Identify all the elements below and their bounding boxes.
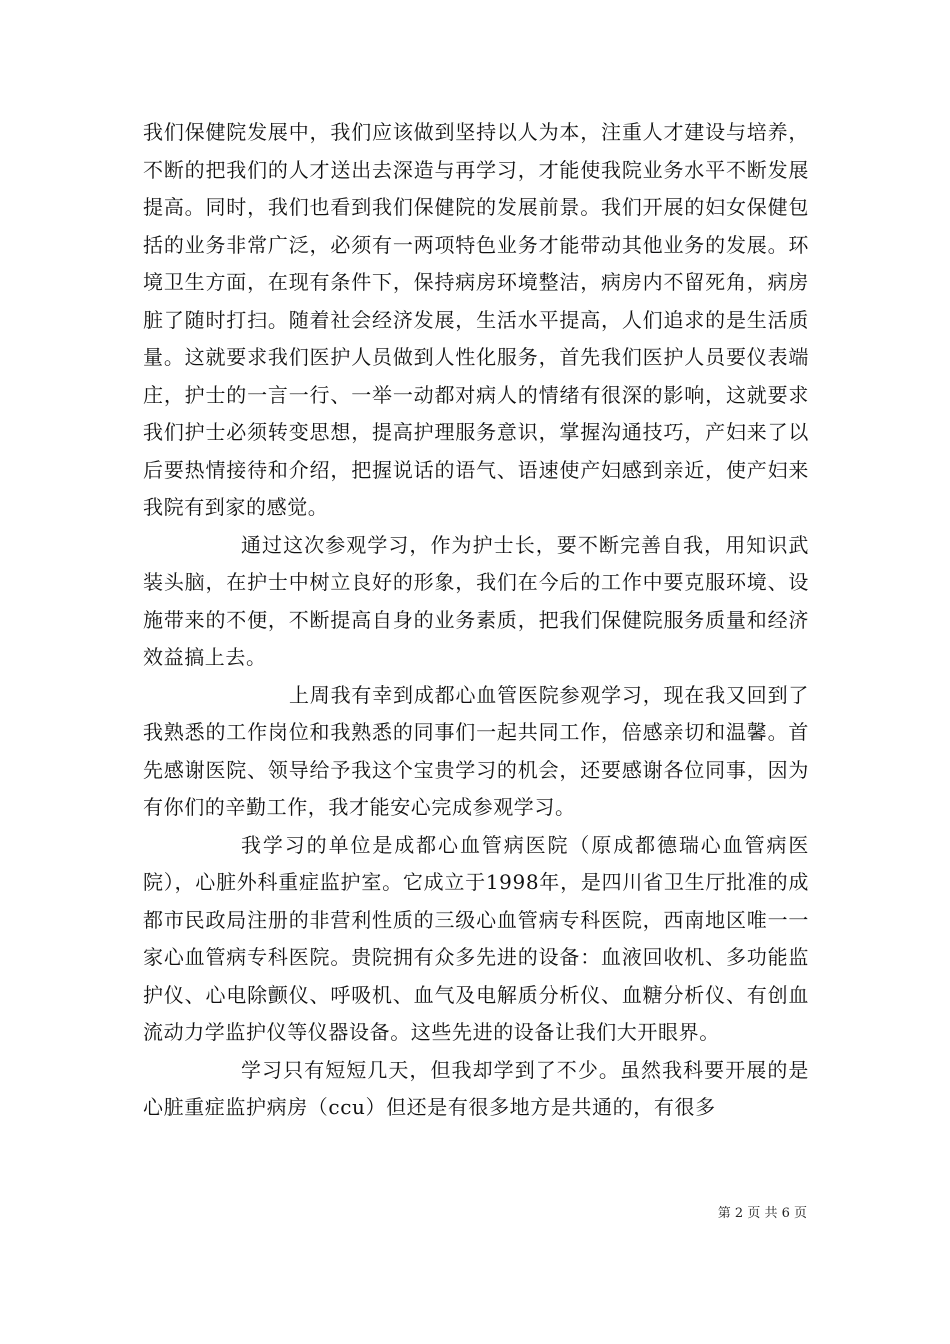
paragraph-5: 学习只有短短几天，但我却学到了不少。虽然我科要开展的是心脏重症监护病房（ccu）但还是有很多地方是共通的，有很多 <box>143 1057 809 1119</box>
paragraph-1: 我们保健院发展中，我们应该做到坚持以人为本，注重人才建设与培养，不断的把我们的人才送出去深造与再学习，才能使我院业务水平不断发展提高。同时，我们也看到我们保健院的发展前景。我们开展的妇女保健包括的业务非常广泛，必须有一两项特色业务才能带动其他业务的发展。环境卫生方面，在现有条件下，保持病房环境整洁，病房内不留死角，病房脏了随时打扫。随着社会经济发展，生活水平提高，人们追求的是生活质量。这就要求我们医护人员做到人性化服务，首先我们医护人员要仪表端庄，护士的一言一行、一举一动都对病人的情绪有很深的影响，这就要求我们护士必须转变思想，提高护理服务意识，掌握沟通技巧，产妇来了以后要热情接待和介绍，把握说话的语气、语速使产妇感到亲近，使产妇来我院有到家的感觉。 <box>143 120 809 519</box>
paragraph-2: 通过这次参观学习，作为护士长，要不断完善自我，用知识武装头脑，在护士中树立良好的形象，我们在今后的工作中要克服环境、设施带来的不便，不断提高自身的业务素质，把我们保健院服务质量和经济效益搞上去。 <box>143 532 809 669</box>
document-body <box>143 114 809 1127</box>
paragraph-3: 上周我有幸到成都心血管医院参观学习，现在我又回到了我熟悉的工作岗位和我熟悉的同事们一起共同工作，倍感亲切和温馨。首先感谢医院、领导给予我这个宝贵学习的机会，还要感谢各位同事，因为有你们的辛勤工作，我才能安心完成参观学习。 <box>143 682 809 819</box>
paragraph-4: 我学习的单位是成都心血管病医院（原成都德瑞心血管病医院），心脏外科重症监护室。它成立于1998年，是四川省卫生厅批准的成都市民政局注册的非营利性质的三级心血管病专科医院，西南地区唯一一家心血管病专科医院。贵院拥有众多先进的设备：血液回收机、多功能监护仪、心电除颤仪、呼吸机、血气及电解质分析仪、血糖分析仪、有创血流动力学监护仪等仪器设备。这些先进的设备让我们大开眼界。 <box>143 832 809 1044</box>
page-number-footer: 第 2 页 共 6 页 <box>717 1206 807 1221</box>
